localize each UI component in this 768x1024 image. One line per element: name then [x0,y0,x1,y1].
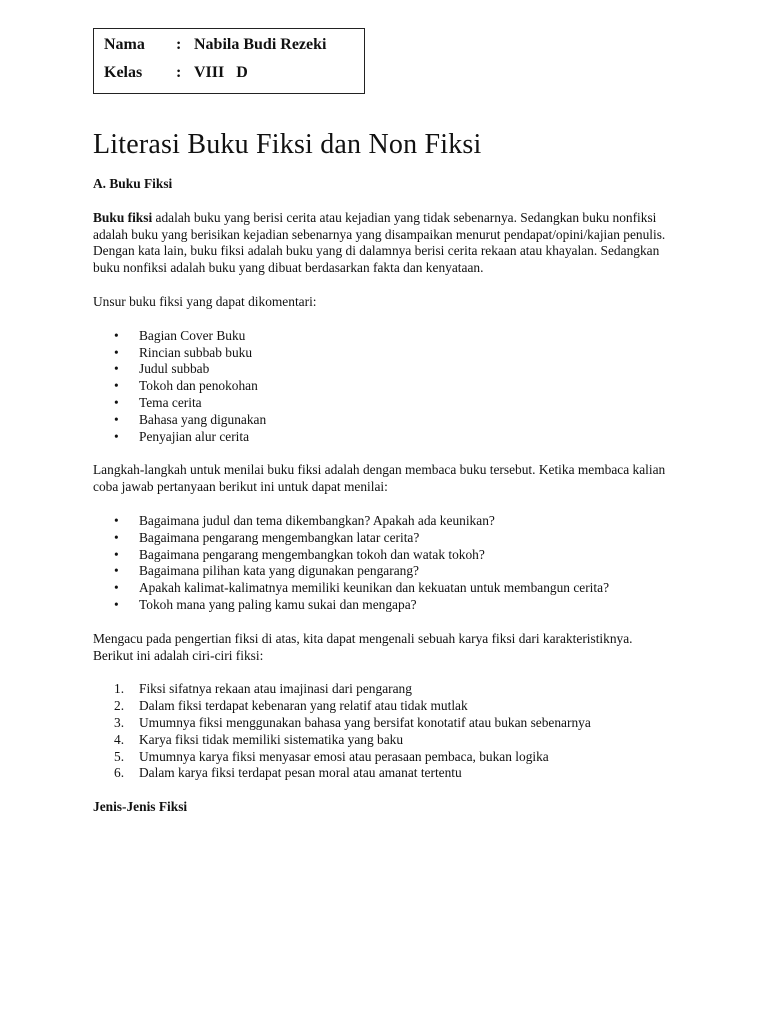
definition-paragraph [93,210,673,244]
page-title: Literasi Buku Fiksi dan Non Fiksi [93,129,482,160]
list-text: Umumnya fiksi menggunakan bahasa yang bersifat konotatif atau bukan sebenarnya [139,714,591,730]
list-item [93,715,673,732]
list-number: 5. [114,748,125,764]
list-number: 6. [114,765,125,781]
list-item [93,698,673,715]
class-colon: : [176,64,182,81]
list-text: Dalam karya fiksi terdapat pesan moral atau amanat tertentu [139,765,462,781]
document-body [93,176,673,816]
definition-text: adalah buku yang berisi cerita atau kejadian yang tidak sebenarnya. Sedangkan buku nonfiksi adalah buku yang berisikan kejadian sebenarnya yang disampaikan menurut pendapat/opini/kajian penulis. [93,209,666,242]
list-number: 2. [114,698,125,714]
list-item [93,732,673,749]
list-item: • Bagian Cover Buku [93,328,673,345]
list-item: • Penyajian alur cerita [93,429,673,446]
class-label: Kelas [104,64,143,81]
characteristics-intro: Mengacu pada pengertian fiksi di atas, kita dapat mengenali sebuah karya fiksi dari karakteristiknya. Berikut ini adalah ciri-ciri fiksi: [93,630,633,663]
name-colon: : [176,36,182,53]
name-row [104,35,326,55]
section-heading-buku-fiksi: A. Buku Fiksi [93,176,173,191]
list-item: • Bagaimana pengarang mengembangkan latar cerita? [93,530,673,547]
list-text: Karya fiksi tidak memiliki sistematika yang baku [139,731,404,747]
questions-list [93,513,673,614]
list-item [93,749,673,766]
list-item: • Bagaimana pengarang mengembangkan tokoh dan watak tokoh? [93,547,673,564]
elements-list [93,328,673,446]
elements-intro: Unsur buku fiksi yang dapat dikomentari: [93,293,317,309]
list-item: • Bagaimana pilihan kata yang digunakan pengarang? [93,563,673,580]
list-item: • Bahasa yang digunakan [93,412,673,429]
section-heading-jenis-fiksi: Jenis-Jenis Fiksi [93,799,188,815]
definition-paragraph-2: Dengan kata lain, buku fiksi adalah buku yang di dalamnya berisi cerita rekaan atau khayalan. Sedangkan buku nonfiksi adalah buku yang dibuat berdasarkan fakta dan kenyataan. [93,243,660,276]
list-text: Dalam fiksi terdapat kebenaran yang relatif atau tidak mutlak [139,698,468,714]
list-item: • Bagaimana judul dan tema dikembangkan? Apakah ada keunikan? [93,513,673,530]
definition-term: Buku fiksi [93,209,153,225]
characteristics-list [93,681,673,782]
list-item: • Apakah kalimat-kalimatnya memiliki keunikan dan kekuatan untuk membangun cerita? [93,580,673,597]
name-label: Nama [104,36,145,53]
list-item: • Tokoh dan penokohan [93,378,673,395]
list-item: • Tokoh mana yang paling kamu sukai dan mengapa? [93,597,673,614]
list-number: 3. [114,714,125,730]
list-text: Umumnya karya fiksi menyasar emosi atau perasaan pembaca, bukan logika [139,748,549,764]
list-item: • Judul subbab [93,361,673,378]
list-item: • Tema cerita [93,395,673,412]
steps-intro: Langkah-langkah untuk menilai buku fiksi adalah dengan membaca buku tersebut. Ketika membaca kalian coba jawab pertanyaan berikut ini untuk dapat menilai: [93,462,666,495]
list-number: 4. [114,731,125,747]
list-item [93,765,673,782]
list-number: 1. [114,681,125,697]
list-item: • Rincian subbab buku [93,345,673,362]
class-value: VIII D [194,64,248,81]
name-value: Nabila Budi Rezeki [194,36,327,53]
student-identity-box [93,28,365,94]
list-item [93,681,673,698]
class-row [104,63,248,83]
list-text: Fiksi sifatnya rekaan atau imajinasi dari pengarang [139,681,412,697]
